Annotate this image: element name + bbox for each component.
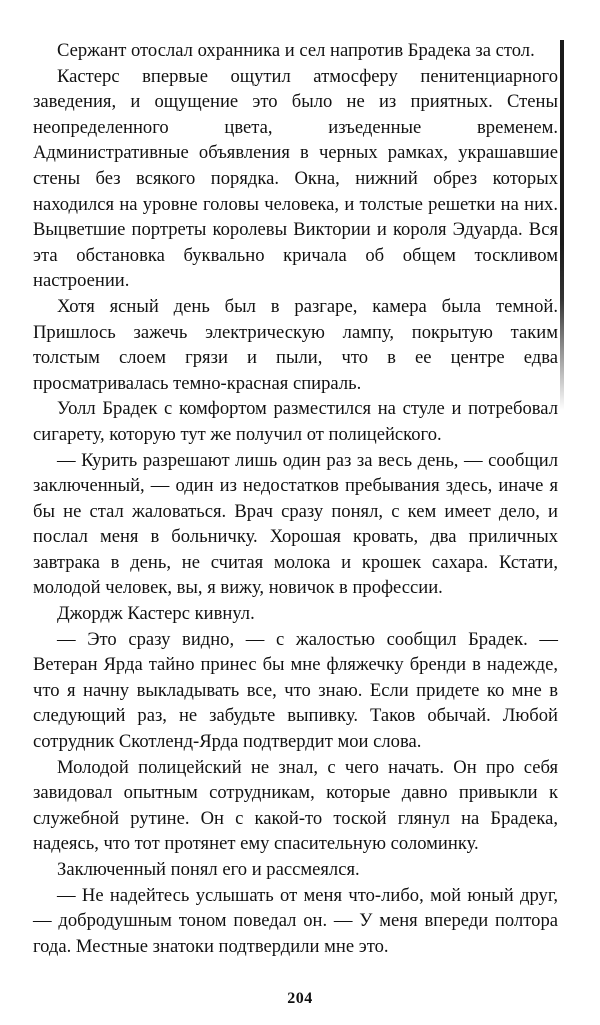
scan-binding-edge <box>560 40 564 410</box>
paragraph-4: Уолл Брадек с комфортом разместился на стуле и потребовал сигарету, которую тут же получил от полицейского. <box>33 398 558 445</box>
paragraph-8: Молодой полицейский не знал, с чего начать. Он про себя завидовал опытным сотрудникам, которые давно привыкли к служебной рутине. Он с какой-то тоской глянул на Брадека, надеясь, что тот протянет ему спасительную соломинку. <box>33 756 558 855</box>
paragraph-1: Сержант отослал охранника и сел напротив Брадека за стол. <box>57 40 535 61</box>
paragraph-2: Кастерс впервые ощутил атмосферу пенитенциарного заведения, и ощущение это было не из приятных. Стены неопределенного цвета, изъеденные временем. Административные объявления в черных рамках, украшавшие стены без всякого порядка. Окна, нижний обрез которых находился на уровне головы человека, и толстые решетки на них. Выцветшие портреты королевы Виктории и короля Эдуарда. Вся эта обстановка буквально кричала об общем тоскливом настроении. <box>33 65 558 292</box>
paragraph-3: Хотя ясный день был в разгаре, камера была темной. Пришлось зажечь электрическую лампу, покрытую таким толстым слоем грязи и пыли, что в ее центре едва просматривалась темно-красная спираль. <box>33 295 558 394</box>
book-page-text <box>33 38 558 1018</box>
page-number: 204 <box>287 990 313 1007</box>
paragraph-5: — Курить разрешают лишь один раз за весь день, — сообщил заключенный, — один из недостатков пребывания здесь, иначе я бы не стал жаловаться. Врач сразу понял, с кем имеет дело, и послал меня в больничку. Хорошая кровать, два приличных завтрака в день, не считая молока и крошек сахара. Кстати, молодой человек, вы, я вижу, новичок в профессии. <box>33 449 558 599</box>
paragraph-10: — Не надейтесь услышать от меня что-либо, мой юный друг, — добродушным тоном поведал он. — У меня впереди полтора года. Местные знатоки подтвердили мне это. <box>33 884 558 957</box>
paragraph-7: — Это сразу видно, — с жалостью сообщил Брадек. — Ветеран Ярда тайно принес бы мне фляжечку бренди в надежде, что я начну выкладывать все, что знаю. Если придете ко мне в следующий раз, не забудьте выпивку. Таков обычай. Любой сотрудник Скотленд-Ярда подтвердит мои слова. <box>33 628 558 753</box>
paragraph-6: Джордж Кастерс кивнул. <box>57 603 255 625</box>
paragraph-9: Заключенный понял его и рассмеялся. <box>57 859 360 880</box>
